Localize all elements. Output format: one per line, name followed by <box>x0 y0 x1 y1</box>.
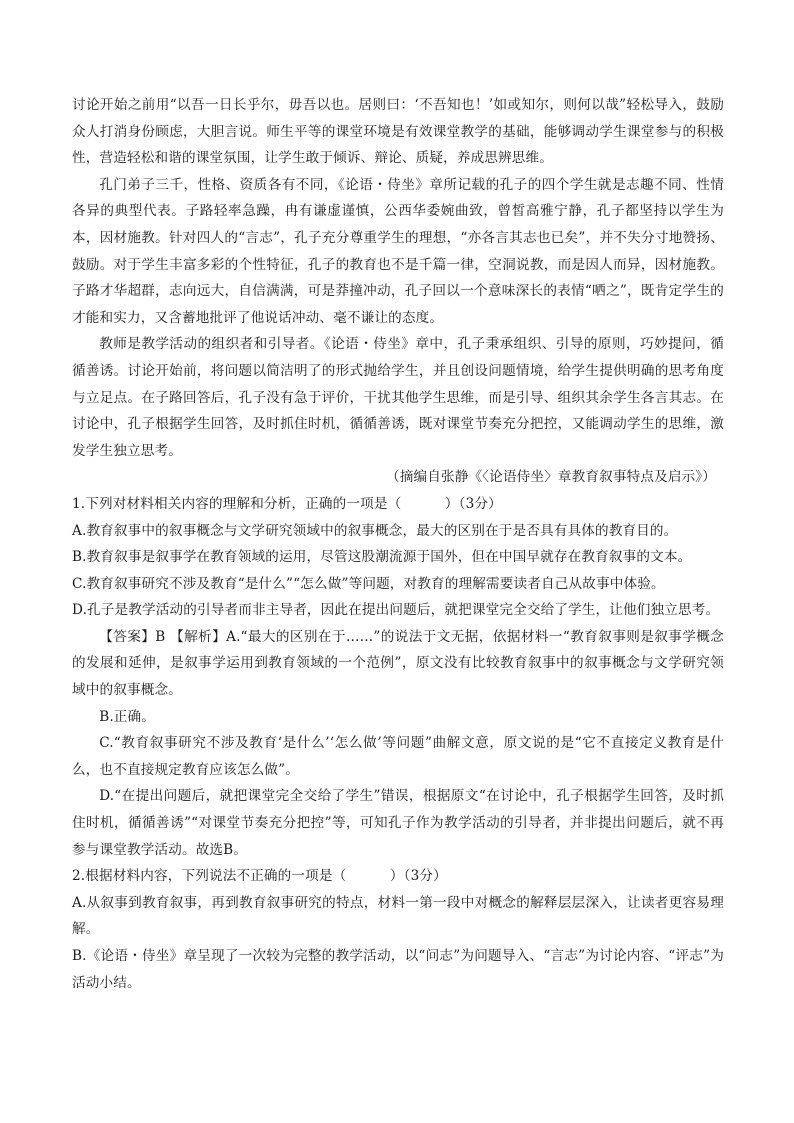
answer-1-analysis-b: B.正确。 <box>99 708 156 725</box>
question-1-option-d: D.孔子是教学活动的引导者而非主导者，因此在提出问题后，就把课堂完全交给了学生，让他们独立思考。 <box>72 602 720 619</box>
answer-1-analysis-a: 【答案】B 【解析】A.“最大的区别在于……”的说法于文无据，依据材料一“教育叙事则是叙事学概念的发展和延伸，是叙事学运用到教育领域的一个范例”，原文没有比较教育叙事中的叙事概念与文学研究领域中的叙事概念。 <box>72 628 724 699</box>
question-1-option-a: A.教育叙事中的叙事概念与文学研究领域中的叙事概念，最大的区别在于是否具有具体的教育目的。 <box>72 522 678 539</box>
paragraph-2: 孔门弟子三千，性格、资质各有不同，《论语・侍坐》章所记载的孔子的四个学生就是志趣不同、性情各异的典型代表。子路轻率急躁，冉有谦虚谨慎，公西华委婉曲致，曾皙高雅宁静，孔子都坚持以学生为本，因材施教。针对四人的“言志”，孔子充分尊重学生的理想，“亦各言其志也已矣”，并不失分寸地赞扬、鼓励。对于学生丰富多彩的个性特征，孔子的教育也不是千篇一律，空洞说教，而是因人而异，因材施教。子路才华超群，志向远大，自信满满，可是莽撞冲动，孔子回以一个意味深长的表情“哂之”，既肯定学生的才能和实力，又含蓄地批评了他说话冲动、毫不谦让的态度。 <box>72 176 724 326</box>
question-2-option-b: B.《论语・侍坐》章呈现了一次较为完整的教学活动，以“问志”为问题导入、“言志”为讨论内容、“评志”为活动小结。 <box>72 948 724 991</box>
question-2-points: ）（3分） <box>389 868 447 885</box>
question-1-option-b: B.教育叙事是叙事学在教育领域的运用，尽管这股潮流源于国外，但在中国早就存在教育叙事的文本。 <box>72 549 692 566</box>
question-1-points: ）（3分） <box>444 495 502 512</box>
question-2-stem <box>72 863 724 890</box>
question-2-option-a: A.从叙事到教育叙事，再到教育叙事研究的特点，材料一第一段中对概念的解释层层深入，让读者更容易理解。 <box>72 894 724 938</box>
question-1-option-c: C.教育叙事研究不涉及教育“是什么”“怎么做”等问题，对教育的理解需要读者自己从故事中体验。 <box>72 575 665 592</box>
question-2-stem-text: 2.根据材料内容，下列说法不正确的一项是（ <box>72 868 347 885</box>
source-citation: （摘编自张静《〈论语侍坐〉章教育叙事特点及启示》） <box>386 469 716 486</box>
answer-1-analysis-d: D.“在提出问题后，就把课堂完全交给了学生”错误，根据原文“在讨论中，孔子根据学生回答，及时抓住时机，循循善诱”“对课堂节奏充分把控”等，可知孔子作为教学活动的引导者，并非提出问题后，就不再参与课堂教学活动。故选B。 <box>72 788 724 858</box>
document-body <box>72 92 724 996</box>
paragraph-3: 教师是教学活动的组织者和引导者。《论语・侍坐》章中，孔子秉承组织、引导的原则，巧妙提问，循循善诱。讨论开始前，将问题以简洁明了的形式抛给学生，并且创设问题情境，给学生提供明确的思考角度与立足点。在子路回答后，孔子没有急于评价，干扰其他学生思维，而是引导、组织其余学生各言其志。在讨论中，孔子根据学生回答，及时抓住时机，循循善诱，既对课堂节奏充分把控，又能调动学生的思维，激发学生独立思考。 <box>72 336 724 459</box>
answer-1-analysis-c: C.“教育叙事研究不涉及教育‘是什么’‘怎么做’等问题”曲解文意，原文说的是“它不直接定义教育是什么，也不直接规定教育应该怎么做”。 <box>72 735 724 778</box>
paragraph-1: 讨论开始之前用“以吾一日长乎尔，毋吾以也。居则曰：‘不吾知也！’如或知尔，则何以哉”轻松导入，鼓励众人打消身份顾虑，大胆言说。师生平等的课堂环境是有效课堂教学的基础，能够调动学生课堂参与的积极性，营造轻松和谐的课堂氛围，让学生敢于倾诉、辩论、质疑，养成思辨思维。 <box>72 97 724 167</box>
question-1-stem-text: 1.下列对材料相关内容的理解和分析，正确的一项是（ <box>72 495 402 512</box>
question-1-stem <box>72 491 724 518</box>
